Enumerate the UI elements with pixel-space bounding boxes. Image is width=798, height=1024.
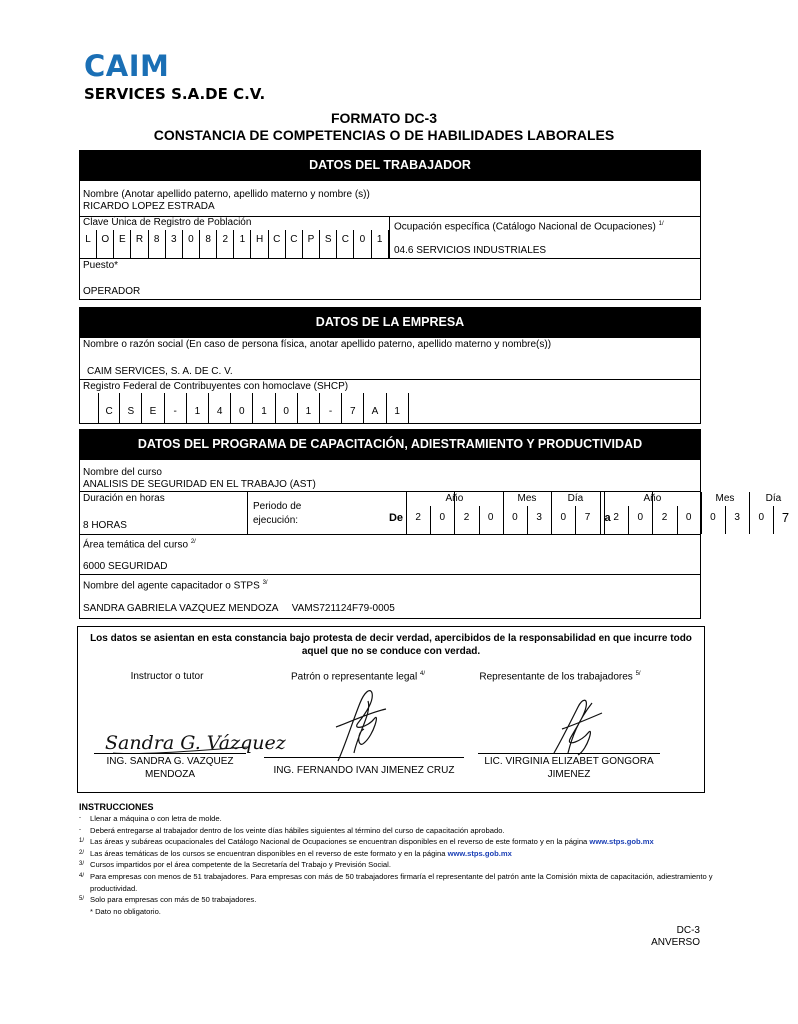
logo-main-text: CAIM	[84, 49, 170, 83]
company-section	[79, 307, 701, 424]
rfc-char: 1	[187, 393, 209, 424]
agent-label: Nombre del agente capacitador o STPS	[83, 580, 260, 592]
instruction-text-wrap	[90, 906, 161, 918]
date-to-digit: 0	[710, 512, 716, 523]
instructions-list	[79, 813, 719, 917]
instruction-marker: 3/	[79, 861, 85, 868]
format-subtitle: CONSTANCIA DE COMPETENCIAS O DE HABILIDADES LABORALES	[153, 127, 615, 143]
instruction-item	[79, 848, 719, 860]
workers-role-sup: 5/	[635, 671, 641, 677]
company-logo	[84, 50, 265, 103]
instructor-name-line1: ING. SANDRA G. VAZQUEZ	[106, 756, 234, 767]
course-label: Nombre del curso	[83, 467, 162, 478]
format-title: FORMATO DC-3	[330, 110, 438, 126]
occupation-label: Ocupación específica (Catálogo Nacional de Ocupaciones)	[394, 221, 656, 233]
curp-char: H	[252, 230, 269, 258]
sworn-statement-line1: Los datos se asientan en esta constancia bajo protesta de decir verdad, apercibidos de la responsabilidad en que incurre todo	[90, 633, 692, 644]
instruction-item	[79, 813, 719, 825]
period-label-line2: ejecución:	[253, 515, 299, 526]
instruction-text: Cursos impartidos por el área competente de la Secretaría del Trabajo y Previsión Social.	[90, 860, 391, 870]
instruction-marker: 2/	[79, 849, 85, 856]
date-from-digit: 0	[560, 512, 567, 523]
date-grid-line	[652, 492, 653, 534]
program-section-title: DATOS DEL PROGRAMA DE CAPACITACIÓN, ADIESTRAMIENTO Y PRODUCTIVIDAD	[80, 430, 700, 459]
rfc-char: 0	[231, 393, 253, 424]
area-label: Área temática del curso	[83, 539, 189, 551]
agent-row	[80, 574, 700, 618]
instruction-text-wrap	[90, 825, 505, 837]
instruction-text: Llenar a máquina o con letra de molde.	[90, 814, 222, 823]
date-from-digit: 3	[536, 512, 542, 523]
rfc-char: -	[320, 393, 342, 424]
instructions	[79, 802, 719, 917]
instruction-text-wrap	[90, 871, 719, 894]
period-label	[253, 500, 301, 528]
company-name-value: CAIM SERVICES, S. A. DE C. V.	[87, 366, 233, 377]
date-to-digit: 2	[661, 512, 668, 523]
period-label-line1: Periodo de	[253, 501, 302, 512]
instructor-signature-text: Sandra G. Vázquez	[105, 732, 286, 754]
position-row	[80, 258, 700, 299]
date-to-digit: 7	[781, 510, 790, 525]
instruction-item	[79, 836, 719, 848]
worker-section	[79, 150, 701, 300]
instruction-text-wrap	[90, 836, 654, 848]
curp-cell	[80, 217, 390, 258]
curp-char: 1	[234, 230, 251, 258]
curp-char: 0	[183, 230, 200, 258]
worker-name-label: Nombre (Anotar apellido paterno, apellido materno y nombre (s))	[83, 189, 370, 200]
instruction-item	[79, 859, 719, 871]
instruction-item	[79, 894, 719, 906]
date-to-digit: 0	[685, 512, 692, 523]
date-grid-line	[749, 492, 750, 534]
date-grid-line	[677, 506, 678, 534]
position-label: Puesto*	[83, 260, 119, 271]
date-grid	[330, 492, 790, 534]
instruction-item	[79, 906, 719, 918]
patron-name: ING. FERNANDO IVAN JIMENEZ CRUZ	[273, 765, 455, 776]
date-grid-line	[479, 506, 480, 534]
instructor-role-label: Instructor o tutor	[130, 671, 204, 682]
curp-char: C	[269, 230, 286, 258]
area-row	[80, 534, 700, 574]
patron-signature-line	[264, 757, 464, 758]
date-grid-line	[604, 492, 605, 534]
curp-char: 2	[217, 230, 234, 258]
patron-role-sup: 4/	[419, 671, 425, 677]
occupation-value: 04.6 SERVICIOS INDUSTRIALES	[394, 245, 547, 256]
date-grid-line	[551, 492, 552, 534]
instruction-marker	[79, 906, 90, 918]
rfc-char: E	[142, 393, 164, 424]
curp-char: 8	[200, 230, 217, 258]
company-section-title: DATOS DE LA EMPRESA	[80, 308, 700, 337]
duration-label: Duración en horas	[83, 493, 165, 504]
program-section	[79, 429, 790, 619]
curp-char: O	[97, 230, 114, 258]
curp-char: C	[337, 230, 354, 258]
logo-sub-text: SERVICES S.A.DE C.V.	[84, 85, 266, 103]
agent-value: SANDRA GABRIELA VAZQUEZ MENDOZA VAMS721124F79-0005	[83, 603, 395, 614]
rfc-label: Registro Federal de Contribuyentes con homoclave (SHCP)	[83, 381, 349, 392]
footer-code: DC-3	[676, 925, 700, 936]
date-grid-line	[701, 492, 702, 534]
date-from-digit: 2	[415, 512, 421, 523]
rfc-char: 1	[298, 393, 320, 424]
workers-name-line2: JIMENEZ	[547, 769, 591, 780]
instruction-text: Deberá entregarse al trabajador dentro de los veinte días hábiles siguientes al término del curso de capacitación aprobado.	[90, 825, 505, 835]
instruction-text: Solo para empresas con más de 50 trabajadores.	[90, 895, 257, 905]
instruction-text: Para empresas con menos de 51 trabajadores. Para empresas con más de 50 trabajadores firmaría el representante del patrón ante la Comisión mixta de capacitación, adiestramiento y productividad.	[90, 871, 713, 893]
instruction-marker: -	[79, 815, 81, 821]
area-value: 6000 SEGURIDAD	[83, 561, 168, 572]
date-grid-line	[773, 506, 774, 534]
instruction-item	[79, 825, 719, 837]
footer-side: ANVERSO	[651, 937, 700, 948]
rfc-char: 4	[209, 393, 231, 424]
instruction-marker: 4/	[79, 872, 85, 879]
curp-grid	[80, 230, 389, 258]
workers-signature-line	[478, 753, 660, 754]
date-from-month-header: Mes	[517, 493, 537, 504]
curp-char: R	[131, 230, 148, 258]
date-to-digit: 2	[613, 512, 619, 523]
date-grid-line	[600, 492, 601, 534]
instruction-marker: -	[79, 826, 81, 833]
curp-char: 0	[354, 230, 371, 258]
date-grid-line	[406, 492, 407, 534]
course-value: ANALISIS DE SEGURIDAD EN EL TRABAJO (AST)	[83, 479, 316, 490]
instruction-text-wrap	[90, 859, 391, 871]
curp-char: 3	[166, 230, 183, 258]
agent-sup: 3/	[262, 580, 268, 586]
date-to-label: a	[604, 512, 611, 524]
worker-name-value: RICARDO LOPEZ ESTRADA	[83, 201, 215, 212]
instructor-name	[94, 755, 246, 781]
date-to-month-header: Mes	[715, 493, 735, 504]
curp-char: C	[286, 230, 303, 258]
workers-role-label: Representante de los trabajadores	[479, 671, 633, 683]
position-value: OPERADOR	[83, 286, 141, 297]
duration-row	[80, 491, 790, 534]
instruction-text: Las áreas y subáreas ocupacionales del Catálogo Nacional de Ocupaciones se encuentran disponibles en el reverso de este formato y en la página	[90, 837, 588, 847]
instructor-signature-line	[94, 753, 246, 754]
date-grid-line	[628, 506, 629, 534]
date-to-digit: 0	[637, 512, 644, 523]
curp-char: 1	[372, 230, 389, 258]
duration-cell	[80, 492, 248, 534]
date-from-digit: 0	[512, 512, 518, 523]
instruction-text-wrap	[90, 813, 222, 825]
workers-name-line1: LIC. VIRGINIA ELIZABET GONGORA	[484, 756, 654, 767]
date-from-digit: 0	[487, 512, 494, 523]
date-from-year-header: Año	[445, 493, 464, 504]
curp-char: S	[320, 230, 337, 258]
rfc-char: 0	[276, 393, 298, 424]
stps-link[interactable]: www.stps.gob.mx	[447, 848, 512, 858]
company-name-row	[80, 337, 700, 379]
instruction-marker: 1/	[79, 838, 85, 845]
instruction-text: * Dato no obligatorio.	[90, 906, 161, 916]
date-grid-line	[575, 506, 576, 534]
workers-name	[478, 755, 660, 781]
rfc-char: C	[98, 393, 120, 424]
patron-role-label: Patrón o representante legal	[291, 671, 418, 683]
footer	[651, 925, 700, 949]
date-grid-line	[454, 492, 455, 534]
worker-section-title: DATOS DEL TRABAJADOR	[80, 151, 700, 180]
date-grid-line	[725, 506, 726, 534]
curp-char: E	[114, 230, 131, 258]
date-to-digit: 0	[758, 512, 765, 523]
instructor-name-line2: MENDOZA	[145, 769, 195, 780]
date-from-digit: 7	[584, 512, 591, 523]
course-row	[80, 459, 700, 491]
sworn-statement	[78, 632, 704, 658]
curp-char: 8	[149, 230, 166, 258]
patron-signature	[328, 683, 398, 763]
date-from-label: De	[388, 512, 404, 524]
sworn-statement-line2: aquel que no se conduce con verdad.	[301, 646, 481, 657]
instruction-marker: 5/	[79, 896, 85, 903]
rfc-char: 1	[387, 393, 409, 424]
rfc-char: S	[120, 393, 142, 424]
curp-char: P	[303, 230, 320, 258]
instructions-title: INSTRUCCIONES	[79, 802, 154, 812]
instruction-text-wrap	[90, 848, 512, 860]
rfc-grid	[98, 393, 410, 424]
rfc-char: -	[165, 393, 187, 424]
rfc-char: 1	[253, 393, 275, 424]
stps-link[interactable]: www.stps.gob.mx	[589, 837, 654, 847]
instruction-text-wrap	[90, 894, 256, 906]
curp-label: Clave Única de Registro de Población	[83, 217, 252, 228]
date-to-digit: 3	[734, 512, 740, 523]
instruction-text: Las áreas temáticas de los cursos se encuentran disponibles en el reverso de este formato y en la página	[90, 848, 446, 858]
date-from-digit: 0	[439, 512, 446, 523]
date-from-day-header: Día	[567, 493, 584, 504]
date-from-digit: 2	[463, 512, 470, 523]
date-grid-line	[503, 492, 504, 534]
occupation-cell	[391, 217, 701, 258]
signature-section	[77, 626, 705, 793]
rfc-row	[80, 379, 700, 424]
curp-char: L	[80, 230, 97, 258]
company-name-label: Nombre o razón social (En caso de persona física, anotar apellido paterno, apellido materno y nombre(s))	[83, 339, 552, 350]
date-to-year-header: Año	[643, 493, 662, 504]
occupation-sup: 1/	[658, 221, 664, 227]
date-grid-line	[527, 506, 528, 534]
date-to-day-header: Día	[765, 493, 782, 504]
date-grid-line	[430, 506, 431, 534]
duration-value: 8 HORAS	[83, 520, 127, 531]
area-sup: 2/	[190, 539, 196, 545]
worker-name-row	[80, 180, 700, 216]
rfc-char: 7	[342, 393, 364, 424]
instruction-item	[79, 871, 719, 894]
rfc-char: A	[364, 393, 386, 424]
curp-row	[80, 216, 700, 258]
